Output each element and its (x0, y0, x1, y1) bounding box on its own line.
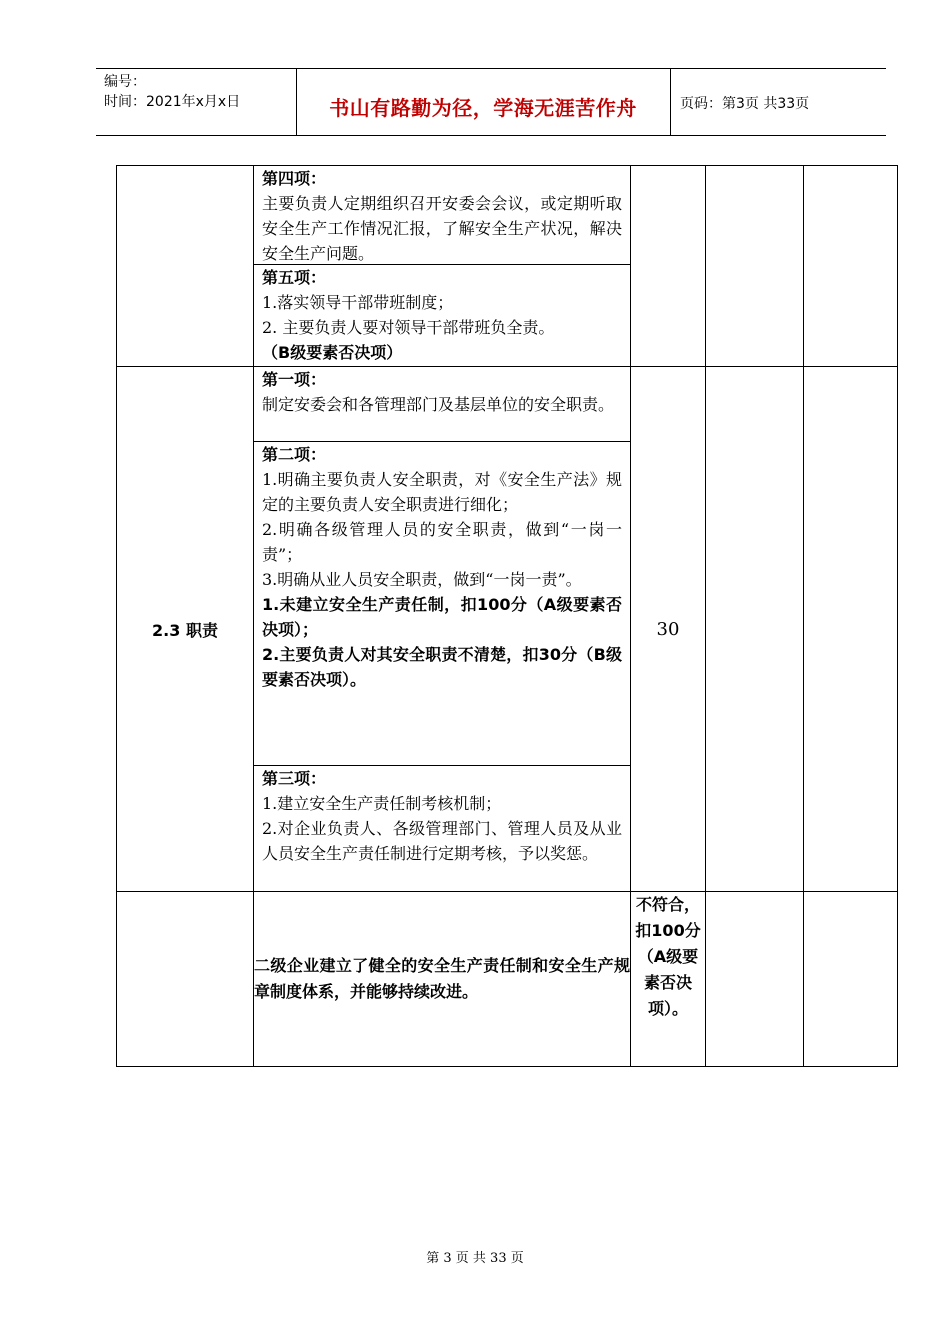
item-note: （B级要素否决项） (262, 343, 403, 362)
blank-cell (706, 367, 804, 892)
item-text: 1.明确主要负责人安全职责，对《安全生产法》规定的主要负责人安全职责进行细化； (262, 470, 622, 514)
item-text: 主要负责人定期组织召开安委会会议，或定期听取安全生产工作情况汇报，了解安全生产状况，解决安全生产问题。 (262, 194, 622, 263)
list-item (254, 441, 630, 765)
content-cell (254, 166, 631, 367)
requirement-cell: 二级企业建立了健全的安全生产责任制和安全生产规章制度体系，并能够持续改进。 (254, 892, 631, 1067)
item-text: 2.对企业负责人、各级管理部门、管理人员及从业人员安全生产责任制进行定期考核，予以奖惩。 (262, 819, 622, 863)
list-item (254, 765, 630, 866)
blank-cell (706, 166, 804, 367)
list-item (254, 264, 630, 365)
item-title: 第二项： (262, 445, 327, 464)
header-bottom-rule (96, 135, 886, 136)
header-meta (104, 72, 240, 112)
penalty-cell: 不符合，扣100分（A级要素否决项）。 (631, 892, 706, 1067)
time-label: 时间：2021年x月x日 (104, 94, 241, 110)
item-text: 1.落实领导干部带班制度； (262, 293, 454, 312)
item-penalty: 2.主要负责人对其安全职责不清楚，扣30分（B级要素否决项）。 (262, 645, 622, 689)
content-cell (254, 367, 631, 892)
header-motto: 书山有路勤为径，学海无涯苦作舟 (329, 96, 637, 120)
table-row (117, 367, 898, 892)
list-item (254, 367, 630, 441)
standards-table (116, 165, 898, 1067)
blank-cell (804, 166, 898, 367)
blank-cell (706, 892, 804, 1067)
page-footer: 第 3 页 共 33 页 (426, 1251, 524, 1266)
table-row (117, 892, 898, 1067)
header-page-label: 页码：第3页 共33页 (680, 96, 810, 112)
item-title: 第三项： (262, 769, 327, 788)
item-penalty: 1.未建立安全生产责任制，扣100分（A级要素否决项）； (262, 595, 622, 639)
item-text: 2.明确各级管理人员的安全职责，做到“一岗一责”； (262, 520, 622, 564)
code-label: 编号： (104, 74, 146, 90)
score-cell (631, 166, 706, 367)
header-divider (670, 68, 671, 135)
header-top-rule (96, 68, 886, 69)
score-cell: 30 (631, 367, 706, 892)
item-text: 1.建立安全生产责任制考核机制； (262, 794, 502, 813)
item-text: 制定安委会和各管理部门及基层单位的安全职责。 (262, 395, 615, 414)
item-title: 第一项： (262, 370, 327, 389)
blank-cell (804, 367, 898, 892)
blank-cell (804, 892, 898, 1067)
item-title: 第四项： (262, 169, 327, 188)
table-row (117, 166, 898, 367)
item-title: 第五项： (262, 268, 327, 287)
item-text: 2. 主要负责人要对领导干部带班负全责。 (262, 318, 555, 337)
item-text: 3.明确从业人员安全职责，做到“一岗一责”。 (262, 570, 582, 589)
category-cell (117, 166, 254, 367)
category-cell (117, 892, 254, 1067)
list-item (254, 166, 630, 264)
category-cell: 2.3 职责 (117, 367, 254, 892)
